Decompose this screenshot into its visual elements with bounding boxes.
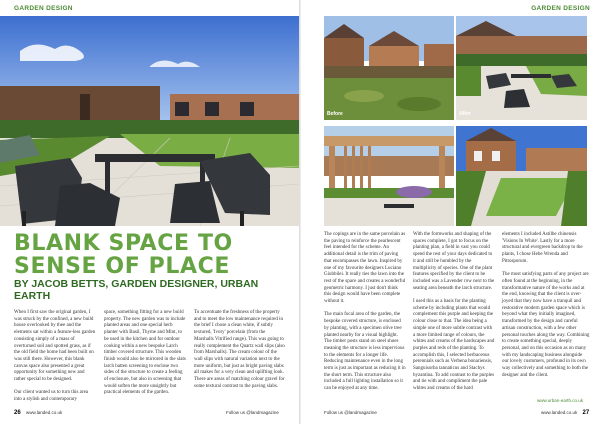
body-column-5: With the formworks and shaping of the spaces complete, I got to focus on the planting plan, a field in vast you could spend the rest of your days dedicated to it and still be humbled by the multiplicity of species. One of the plant features specified by the client to be included was a Lavender row next to the seating area beneath the larch structure. I used this as a basis for the planting scheme by including plants that would complement this purple and keeping the colour close to that. The idea being a simple one of more subtle contrast with a more limited range of colours, the whites and creams of the hardscapes and purples and reds of the planting. To accomplish this, I selected herbaceous perennials such as Verbena bonariensis, Sanguisorba tannaticus and Stachys byzantina. To add contrast to the purples and tie with and compliment the pale whites and creams of the hard — [413, 232, 495, 392]
hero-photo-patio — [0, 16, 299, 226]
footer-social: Follow us @landmagazine — [324, 410, 377, 415]
pergola-photo — [324, 126, 454, 226]
article-headline: BLANK SPACE TO SENSE OF PLACE — [14, 231, 233, 279]
body-column-1: When I first saw the original garden, I was struck by the confined, a new build house overlooked by thee and the elements sat within a feature-less garden consisting simply of a mass of overturned soil and spotted grass, as if the old field the home had been built on was still there. However, this blank canvas space also presented a great opportunity for something new and rather special to be designed. Our client wanted us to turn this area into a stylish and contemporary — [14, 310, 96, 403]
after-photo — [456, 16, 587, 120]
lawn-photo — [456, 126, 587, 226]
body-column-6: elements I included Astilbe chinensis 'Visions In White'. Lastly for a more structural and evergreen backdrop to the plants, I chose Hebe Wrenda and Pittosporum. The most satisfying parts of any project are often found at the beginning, in the transformative nature of the works and at the end, knowing that the client is over-joyed that they now have a tranquil and restorative modern garden space which is beyond what they initially imagined, transformed by the design and careful artisan construction, with a few other personal touches along the way. Combining to create something special, deeply personal, and on this occasion as on many with my landscaping business alongside our lovely customers, profound in its own way collectively and something to both the designer and the client. — [502, 232, 590, 378]
footer-right — [541, 410, 589, 416]
footer-site: www.landed.co.uk — [25, 410, 63, 415]
before-caption: Before — [327, 111, 343, 117]
section-label: GARDEN DESIGN — [14, 5, 73, 12]
body-column-3: To accentuate the freshness of the property and to meet the low maintenance required in the brief I chose a clean white, if subtly textured, 'Ivory' porcelain (from the Marshalls Vitrified range). This was going to really complement the Quartz wall slips (also from Marshalls). The cream colour of the wall slips with natural variation next to the more uniform, but just as bright paving slabs all makes for a very clean and uplifting look. There are areas of matching colour gravel for some textural contrast to the paving slabs. — [194, 310, 285, 389]
body-column-4: The copings are in the same porcelain as the paving to reinforce the pearlescent feel intended for the scheme. An additional detail is the trim of paving that encompasses the lawn. Inspired by one of my favourite designers Luciano Giubbilei. It really ties the lawn into the rest of the space and creates a wonderful geometric harmony. I just don't think this design would have been complete without it. The main focal area of the garden, the bespoke covered structure, is enclosed by planting, with a specimen olive tree planted nearby for a visual highlight. The timber posts stand on steel shoes meaning the structure is less impervious to the elements for a longer life. Reducing maintenance even in the long term is just as important as reducing it in the short term. This structure also included a full lighting installation so it can be enjoyed at any time. — [324, 232, 406, 392]
body-column-2: space, something fitting for a new build property. The new garden was to include planted areas and one special herb planter with Basil, Thyme and Mint, to be used in the kitchen and for outdoor cooking within a new bespoke Larch timber covered structure. This wooden finish would also be mirrored in the slats larch batten screening to enclose two sides of the structure to create a feeling of enclosure, but also in screening that would soften the more unsightly but practical elements of the garden. — [104, 310, 186, 396]
right-page — [301, 0, 600, 424]
footer-site: www.landed.co.uk — [541, 410, 578, 415]
page-number: 26 — [14, 410, 21, 416]
page-number: 27 — [582, 410, 590, 416]
left-page — [0, 0, 299, 424]
article-byline: BY JACOB BETTS, GARDEN DESIGNER, URBAN EARTH — [14, 278, 259, 302]
before-photo — [324, 16, 454, 120]
footer-social: Follow us @landmagazine — [226, 410, 279, 415]
section-label: GARDEN DESIGN — [531, 5, 590, 12]
footer-left — [14, 410, 62, 416]
designer-credit-link[interactable]: www.urban-earth.co.uk — [537, 398, 584, 403]
after-caption: After — [459, 111, 471, 117]
